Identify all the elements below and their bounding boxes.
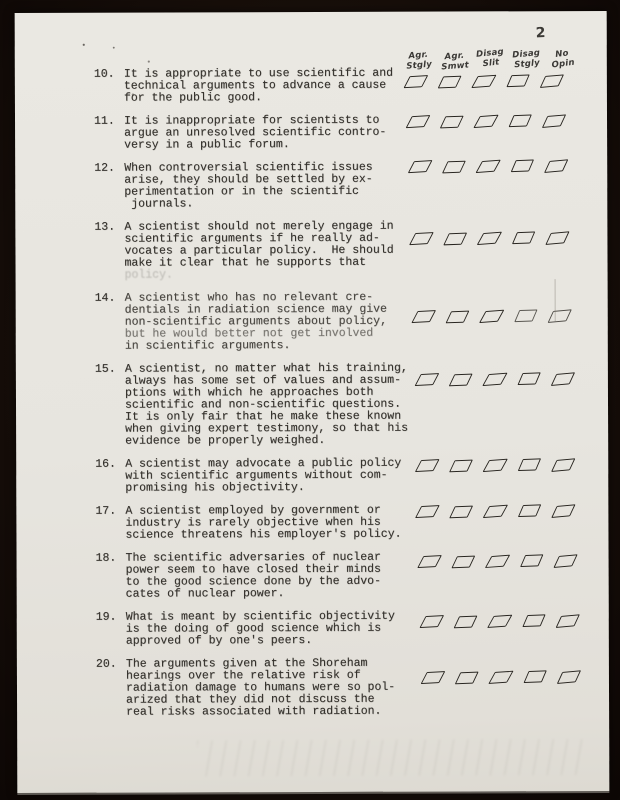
question-text-line: for the public good. <box>123 91 262 105</box>
answer-checkbox-row <box>415 310 585 323</box>
answer-checkbox <box>544 159 568 173</box>
question-text-line: When controversial scientific issues <box>124 160 373 175</box>
answer-checkbox <box>522 614 545 627</box>
question-text-line: is the doing of good science which is <box>125 621 382 636</box>
question-text-line: It is inappropriate for scientists to <box>123 113 380 128</box>
question-text-line: non-scientific arguments about policy, <box>124 314 387 329</box>
answer-checkbox <box>471 75 496 88</box>
question-text-line: arise, they should be settled by ex- <box>124 172 373 187</box>
question-text-line: It is only fair that he make these known <box>125 409 402 424</box>
question-text-line: argue an unresolved scientific contro- <box>124 125 387 140</box>
answer-checkbox <box>545 231 569 245</box>
question-number: 14. <box>94 291 116 305</box>
question-text <box>125 505 417 542</box>
question-number: 15. <box>94 362 116 376</box>
question-number: 11. <box>93 114 115 128</box>
answer-checkbox <box>514 309 537 322</box>
rating-column-header-line: Agr. <box>408 49 429 62</box>
answer-checkbox <box>523 670 546 683</box>
answer-checkbox-row <box>424 671 594 684</box>
answer-checkbox-row <box>409 115 579 128</box>
rating-column-header-line: Opin <box>551 57 576 71</box>
answer-checkbox <box>479 310 504 323</box>
question-text-line: in scientific arguments. <box>124 339 291 353</box>
question-item <box>95 291 600 353</box>
answer-checkbox <box>408 160 433 173</box>
answer-checkbox <box>520 554 543 567</box>
answer-checkbox <box>411 310 436 323</box>
question-text-line: A scientist, no matter what his training, <box>124 361 408 376</box>
question-text <box>124 115 416 152</box>
question-text-line: make it clear that he supports that <box>124 255 367 270</box>
question-item <box>94 114 599 152</box>
question-text <box>126 552 418 601</box>
answer-checkbox <box>442 161 466 174</box>
question-number: 10. <box>93 67 115 81</box>
question-text <box>125 458 417 495</box>
question-text-line: ptions with which he approaches both <box>124 385 374 400</box>
answer-checkbox-row <box>411 160 581 173</box>
answer-checkbox-row <box>421 555 591 568</box>
question-text-line: policy. <box>124 268 173 282</box>
answer-checkbox <box>449 506 473 519</box>
question-text-line: versy in a public forum. <box>124 138 290 152</box>
answer-checkbox <box>542 114 566 128</box>
question-text-line: approved of by one's peers. <box>125 634 313 648</box>
answer-checkbox <box>449 460 473 473</box>
answer-checkbox <box>506 74 529 87</box>
question-number: 12. <box>94 161 115 175</box>
question-text-line: arized that they did not discuss the <box>126 692 375 707</box>
answer-checkbox-row <box>423 615 593 628</box>
answer-checkbox <box>440 116 464 129</box>
question-text-line: but he would better not get involved <box>124 326 374 341</box>
question-text-line: with scientific arguments without com- <box>125 468 388 483</box>
answer-checkbox <box>451 556 475 569</box>
question-text-line: perimentation or in the scientific <box>124 184 359 199</box>
answer-checkbox <box>438 76 462 89</box>
answer-checkbox <box>473 115 498 128</box>
question-text <box>126 611 418 648</box>
answer-checkbox-row <box>418 459 588 472</box>
answer-checkbox <box>551 504 575 518</box>
answer-checkbox <box>483 505 508 518</box>
answer-checkbox <box>482 373 507 386</box>
question-list <box>94 67 601 730</box>
question-text-line: cates of nuclear power. <box>125 587 285 601</box>
answer-checkbox <box>443 233 467 246</box>
rating-column-header-line: Stgly <box>513 57 541 70</box>
ghost-impression-marks <box>197 739 587 776</box>
answer-checkbox <box>421 671 446 684</box>
answer-checkbox <box>551 372 575 386</box>
question-text-line: The arguments given at the Shoreham <box>125 656 368 671</box>
answer-checkbox <box>409 232 434 245</box>
answer-checkbox <box>518 504 541 517</box>
rating-column-header-line: Disag <box>475 46 505 60</box>
question-number: 18. <box>95 551 117 565</box>
question-text-line: journals. <box>124 197 194 211</box>
question-text-line: radiation damage to humans were so pol- <box>125 680 396 695</box>
question-number: 19. <box>95 610 117 624</box>
question-number: 16. <box>95 457 116 471</box>
rating-column-header-line: Disag <box>511 48 541 61</box>
answer-checkbox <box>415 505 440 518</box>
answer-checkbox <box>487 615 512 628</box>
question-text <box>124 221 416 282</box>
answer-checkbox <box>415 373 440 386</box>
question-text-line: dentials in radiation science may give <box>124 302 387 317</box>
answer-checkbox-row <box>412 232 582 245</box>
question-item <box>94 161 599 211</box>
question-text-line: always has some set of values and assum- <box>124 373 401 388</box>
question-number: 17. <box>95 504 117 518</box>
answer-checkbox <box>488 671 513 684</box>
answer-checkbox <box>455 672 479 685</box>
answer-checkbox <box>445 311 469 324</box>
question-text-line: What is meant by scientific objectivity <box>125 609 395 624</box>
page-number: 2 <box>535 25 546 42</box>
question-item <box>96 657 601 719</box>
answer-checkbox-row <box>418 505 588 518</box>
question-text <box>125 363 417 448</box>
question-text-line: power seem to have closed their minds <box>125 562 381 577</box>
question-text-line: technical arguments to advance a cause <box>123 78 387 93</box>
answer-checkbox <box>404 75 429 88</box>
rating-column-header-line: Slit <box>482 56 500 69</box>
answer-checkbox <box>415 459 440 472</box>
answer-checkbox <box>540 74 564 88</box>
rating-column-header-line: Smwt <box>440 59 470 72</box>
answer-checkbox <box>509 114 532 127</box>
question-text-line: A scientist employed by government or <box>125 503 381 518</box>
question-text <box>124 162 416 211</box>
question-text-line: to the good science done by the advo- <box>125 574 381 589</box>
question-item <box>95 362 600 448</box>
question-text-line: A scientist may advocate a public policy <box>125 456 402 471</box>
question-text-line: It is appropriate to use scientific and <box>123 66 394 81</box>
answer-checkbox <box>553 554 577 568</box>
answer-checkbox <box>485 555 510 568</box>
question-text-line: promising his objectivity. <box>125 481 305 495</box>
question-item <box>96 551 601 601</box>
answer-checkbox <box>454 616 478 629</box>
answer-checkbox-row <box>418 373 588 386</box>
question-text-line: industry is rarely objective when his <box>125 515 381 530</box>
question-number: 20. <box>95 657 117 671</box>
scan-artifact-line <box>555 279 556 321</box>
answer-checkbox <box>419 615 444 628</box>
answer-checkbox-row <box>407 75 577 88</box>
answer-checkbox <box>483 459 508 472</box>
answer-checkbox <box>417 555 442 568</box>
question-text-line: A scientist should not merely engage in <box>124 219 394 234</box>
answer-checkbox <box>551 458 575 472</box>
answer-checkbox <box>476 160 501 173</box>
question-item <box>94 220 599 282</box>
answer-checkbox <box>556 614 580 628</box>
question-text-line: vocates a particular policy. He should <box>124 243 394 258</box>
question-text-line: scientific arguments if he really ad- <box>124 231 380 246</box>
question-text-line: hearings over the relative risk of <box>125 668 361 683</box>
answer-checkbox <box>512 231 535 244</box>
question-text-line: The scientific adversaries of nuclear <box>125 550 381 565</box>
answer-checkbox <box>477 232 502 245</box>
question-text <box>126 658 418 719</box>
question-text-line: scientific and non-scientific questions. <box>124 397 402 412</box>
questionnaire-page <box>15 11 610 793</box>
question-item <box>95 504 600 542</box>
question-item <box>95 457 600 495</box>
question-text-line: when giving expert testimony, so that his <box>125 421 409 436</box>
question-item <box>94 67 599 105</box>
answer-checkbox <box>548 309 572 323</box>
question-text-line: science threatens his employer's policy. <box>125 527 402 542</box>
question-text <box>124 68 416 105</box>
question-text-line: evidence be properly weighed. <box>125 433 326 448</box>
rating-column-header-line: Stgly <box>405 58 433 72</box>
answer-checkbox <box>449 374 473 387</box>
question-number: 13. <box>94 220 116 234</box>
question-item <box>96 610 601 648</box>
answer-checkbox <box>511 159 534 172</box>
answer-checkbox <box>406 115 431 128</box>
rating-column-header-line: Agr. <box>444 50 465 63</box>
question-text-line: A scientist who has no relevant cre- <box>124 290 374 305</box>
answer-checkbox <box>518 458 541 471</box>
rating-column-header-line: No <box>554 48 570 60</box>
question-text-line: real risks associated with radiation. <box>126 704 382 719</box>
answer-checkbox <box>517 372 540 385</box>
answer-checkbox <box>557 670 581 684</box>
question-text <box>125 292 417 353</box>
